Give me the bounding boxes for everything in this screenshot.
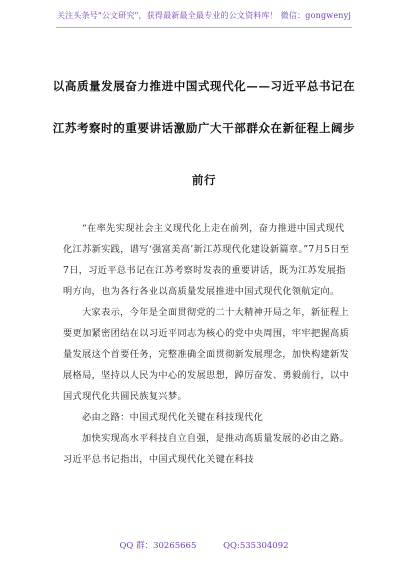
paragraph-3: 加快实现高水平科技自立自强，是推动高质量发展的必由之路。习近平总书记指出，中国式现代化关键在科技	[63, 433, 350, 465]
title-line-3: 前行	[191, 173, 217, 187]
title-line-1: 以高质量发展奋力推进中国式现代化——习近平总书记在	[52, 79, 356, 93]
footer-qq: QQ:535304092	[223, 541, 289, 551]
header-divider	[56, 27, 352, 28]
header-note: 关注头条号"公文研究"，获得最新最全最专业的公文资料库！ 微信：gongwenyj	[56, 11, 352, 20]
paragraph-2: 大家表示，今年是全面贯彻党的二十大精神开局之年，新征程上要更加紧密团结在以习近平同志为核心的党中央周围，牢牢把握高质量发展这个首要任务，完整准确全面贯彻新发展理念，加快构建新发展格局，坚持以人民为中心的发展思想，踔厉奋发、勇毅前行，以中国式现代化共圆民族复兴梦。	[63, 307, 350, 402]
paragraph-1: “在率先实现社会主义现代化上走在前列，奋力推进中国式现代化江苏新实践，谱写‘强富美高’新江苏现代化建设新篇章。”7月5日至7日，习近平总书记在江苏考察时发表的重要讲话，既为江苏发展指明方向，也为各行各业以高质量发展推进中国式现代化领航定向。	[63, 223, 350, 297]
footer	[0, 539, 408, 551]
title-line-2: 江苏考察时的重要讲话激励广大干部群众在新征程上阔步	[52, 121, 356, 135]
footer-qq-group: QQ 群：30265665	[119, 541, 197, 551]
section-heading: 必由之路：中国式现代化关键在科技现代化	[82, 412, 264, 423]
body-text	[63, 218, 353, 470]
